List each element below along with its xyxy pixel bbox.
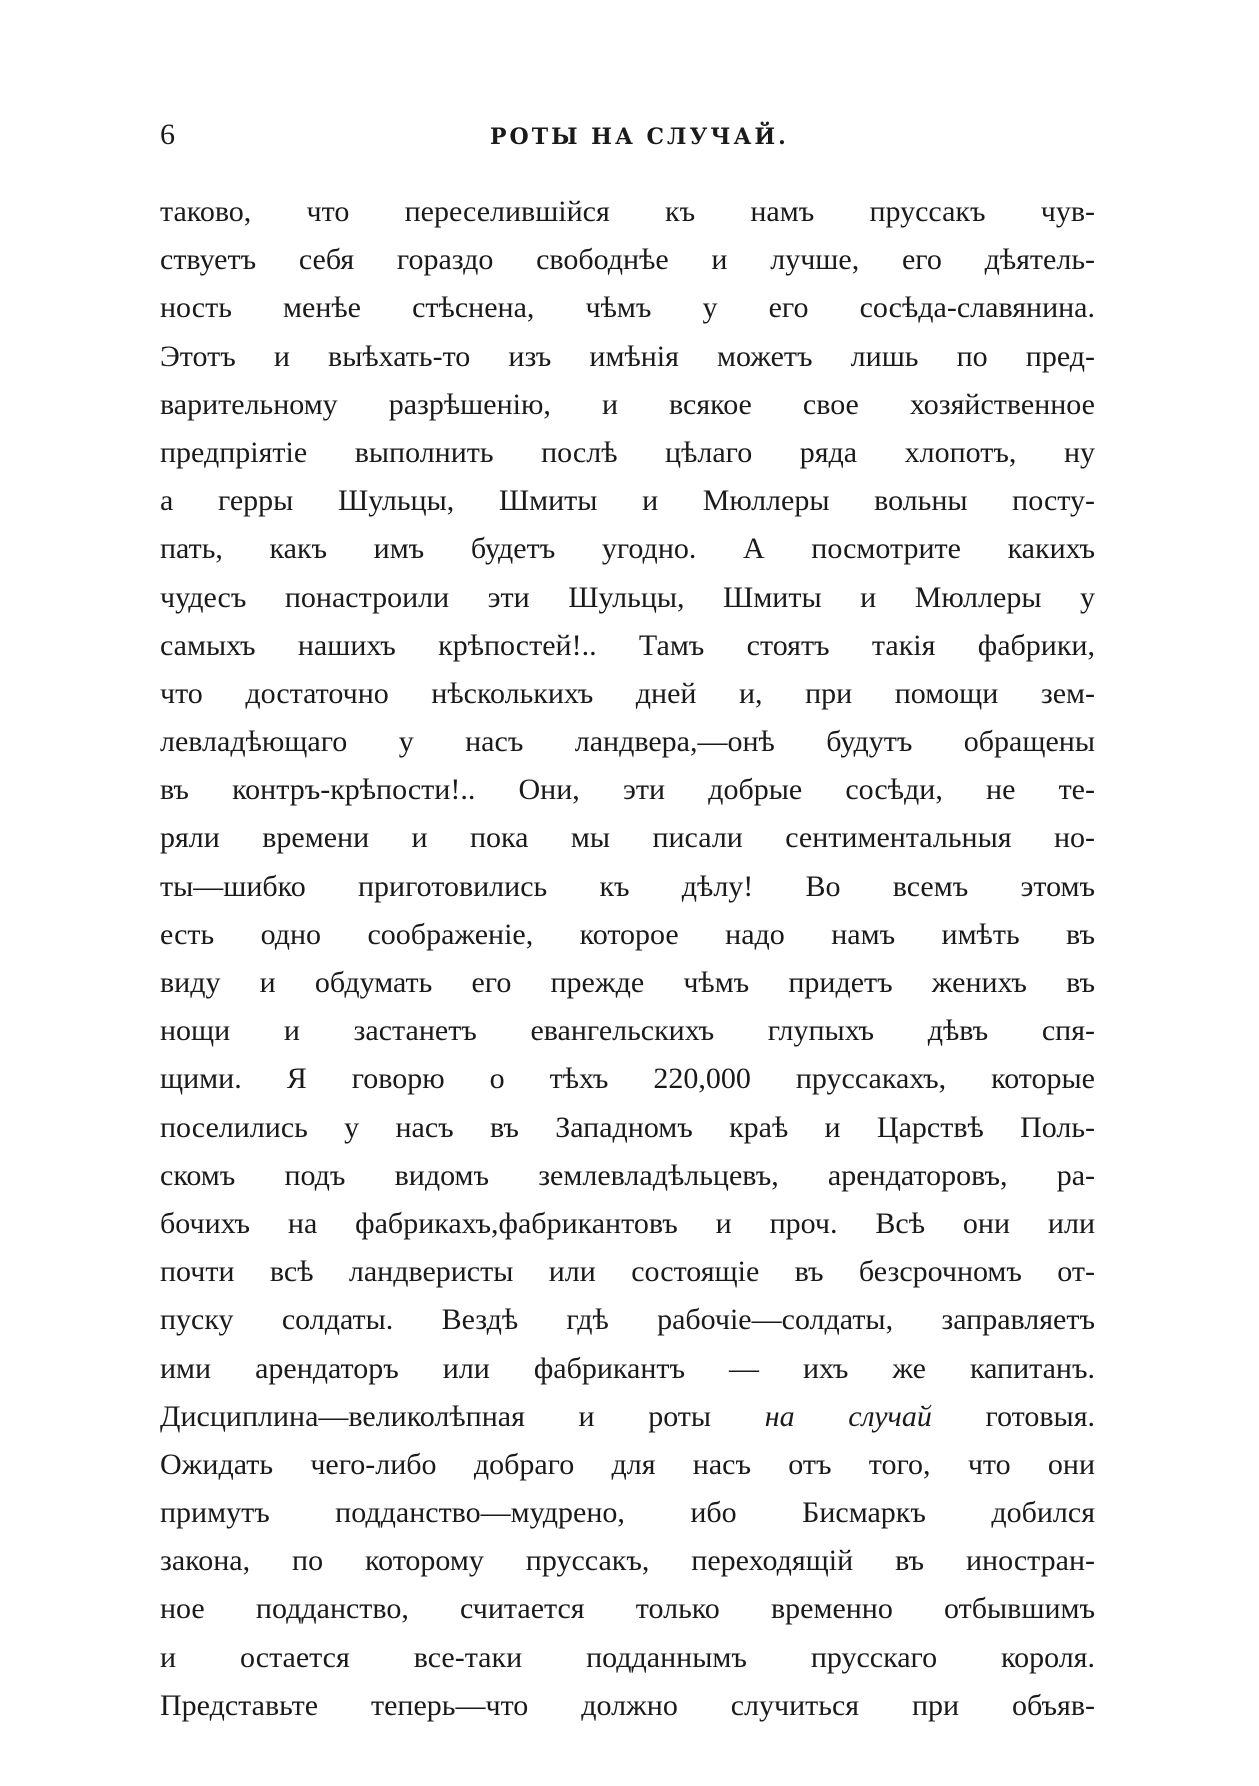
text-line: предпріятіе выполнить послѣ цѣлаго ряда хлопотъ, ну — [160, 435, 1095, 469]
text-line: въ контръ-крѣпости!.. Они, эти добрые сосѣди, не те- — [160, 773, 1095, 807]
text-line: примутъ подданство—мудрено, ибо Бисмаркъ добился — [160, 1496, 1095, 1530]
italic-phrase: на случай — [764, 1399, 932, 1433]
text-line: виду и обдумать его прежде чѣмъ придетъ женихъ въ — [160, 966, 1095, 999]
running-title: РОТЫ НА СЛУЧАЙ. — [490, 124, 789, 150]
text-line: пуску солдаты. Вездѣ гдѣ рабочіе—солдаты, заправляетъ — [160, 1303, 1095, 1337]
text-line: варительному разрѣшенію, и всякое свое хозяйственное — [160, 387, 1095, 421]
text-line: левладѣющаго у насъ ландвера,—онѣ будутъ обращены — [160, 725, 1095, 759]
text-line: нощи и застанетъ евангельскихъ глупыхъ дѣвъ спя- — [160, 1014, 1095, 1048]
text-line: ряли времени и пока мы писали сентиментальныя но- — [160, 821, 1095, 855]
text-line-with-italic — [160, 1393, 1095, 1441]
running-head — [160, 118, 1100, 158]
text-line: поселились у насъ въ Западномъ краѣ и Царствѣ Поль- — [160, 1110, 1095, 1144]
text-line: ное подданство, считается только временно отбывшимъ — [160, 1592, 1095, 1626]
text-line: ствуетъ себя гораздо свободнѣе и лучше, его дѣятель- — [160, 243, 1095, 277]
text-line: Ожидать чего-либо добраго для насъ отъ того, что они — [160, 1447, 1095, 1481]
text-line: Представьте теперь—что должно случиться при объяв- — [160, 1688, 1095, 1722]
text-line: ность менѣе стѣснена, чѣмъ у его сосѣда-славянина. — [160, 291, 1095, 325]
text-line: и остается все-таки подданнымъ прусскаго короля. — [160, 1640, 1095, 1674]
text-line: есть одно соображеніе, которое надо намъ имѣть въ — [160, 917, 1095, 951]
body-text — [160, 188, 1095, 1730]
text-line: ими арендаторъ или фабрикантъ — ихъ же капитанъ. — [160, 1351, 1095, 1385]
text-line: а герры Шульцы, Шмиты и Мюллеры вольны посту- — [160, 484, 1095, 518]
text-line: пать, какъ имъ будетъ угодно. А посмотрите какихъ — [160, 532, 1095, 566]
text-line: почти всѣ ландверисты или состоящіе въ безсрочномъ от- — [160, 1255, 1095, 1289]
text-line: щими. Я говорю о тѣхъ 220,000 пруссакахъ, которые — [160, 1062, 1095, 1096]
text-line: ты—шибко приготовились къ дѣлу! Во всемъ этомъ — [160, 869, 1095, 903]
text-line: самыхъ нашихъ крѣпостей!.. Тамъ стоятъ такія фабрики, — [160, 628, 1095, 662]
text-span: Дисциплина—великолѣпная и роты — [160, 1399, 712, 1433]
text-line: что достаточно нѣсколькихъ дней и, при помощи зем- — [160, 676, 1095, 710]
page-number: 6 — [160, 118, 175, 151]
text-line: бочихъ на фабрикахъ,фабрикантовъ и проч. Всѣ они или — [160, 1206, 1095, 1240]
text-line: чудесъ понастроили эти Шульцы, Шмиты и Мюллеры у — [160, 580, 1095, 614]
text-line: закона, по которому пруссакъ, переходящій въ иностран- — [160, 1544, 1095, 1578]
text-line: скомъ подъ видомъ землевладѣльцевъ, арендаторовъ, ра- — [160, 1158, 1095, 1192]
text-line: таково, что переселившійся къ намъ пруссакъ чув- — [160, 195, 1095, 228]
text-span: готовыя. — [985, 1399, 1095, 1433]
text-line: Этотъ и выѣхать-то изъ имѣнія можетъ лишь по пред- — [160, 339, 1095, 373]
